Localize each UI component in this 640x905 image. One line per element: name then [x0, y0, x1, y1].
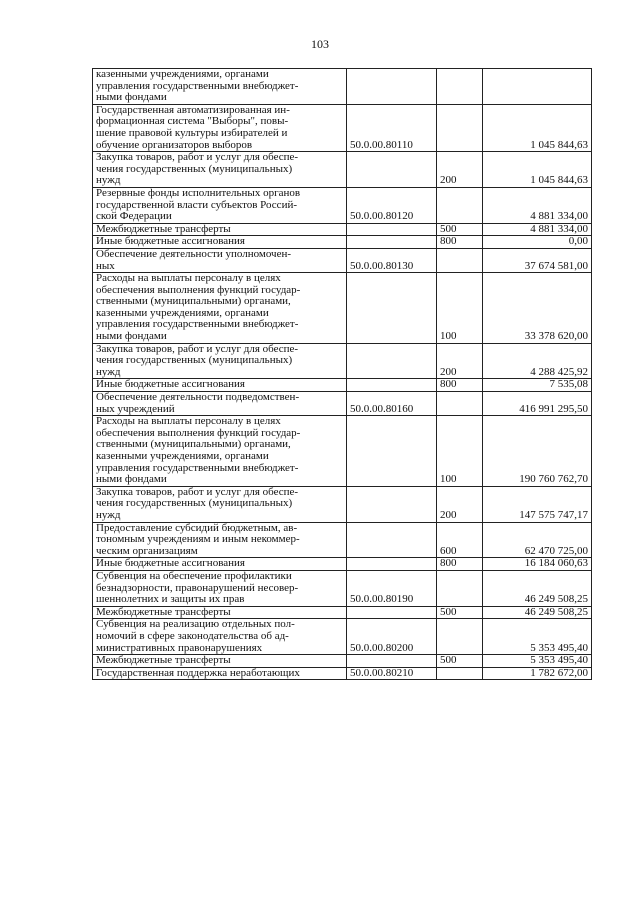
expense-name-line: ственными (муниципальными) органами,: [96, 295, 291, 308]
target-article-code-cell: 50.0.00.80130: [347, 248, 437, 272]
target-article-code-cell: 50.0.00.80190: [347, 570, 437, 606]
expense-type-cell: 800: [437, 236, 483, 249]
expense-type-cell: 100: [437, 416, 483, 487]
expense-name-line: безнадзорности, правонарушений несовер-: [96, 581, 299, 594]
amount-cell: 5 353 495,40: [483, 619, 592, 655]
table-row: [93, 343, 592, 379]
expense-type-cell: 200: [437, 152, 483, 188]
target-article-code-cell: 50.0.00.80120: [347, 187, 437, 223]
page-number: 103: [311, 37, 329, 51]
amount-cell: 190 760 762,70: [483, 416, 592, 487]
table-row: [93, 570, 592, 606]
expense-name-line: нужд: [96, 174, 121, 187]
target-article-code-cell: [347, 558, 437, 571]
budget-table-body: [93, 69, 592, 680]
table-row: [93, 619, 592, 655]
amount-cell: 16 184 060,63: [483, 558, 592, 571]
expense-name-line: ными фондами: [96, 91, 167, 104]
expense-name-line: министративных правонарушениях: [96, 641, 263, 654]
expense-name-line: Расходы на выплаты персоналу в целях: [96, 415, 281, 428]
amount-cell: 33 378 620,00: [483, 273, 592, 344]
expense-type-cell: 500: [437, 655, 483, 668]
expense-name-line: Иные бюджетные ассигнования: [96, 235, 245, 248]
expense-name-cell: [93, 522, 347, 558]
expense-name-line: Резервные фонды исполнительных органов: [96, 186, 301, 199]
amount-cell: 5 353 495,40: [483, 655, 592, 668]
expense-name-line: ными фондами: [96, 330, 167, 343]
amount-cell: 46 249 508,25: [483, 570, 592, 606]
expense-name-line: Предоставление субсидий бюджетным, ав-: [96, 521, 298, 534]
expense-name-line: Обеспечение деятельности подведомствен-: [96, 391, 300, 404]
expense-name-line: Межбюджетные трансферты: [96, 605, 231, 618]
amount-cell: 4 881 334,00: [483, 223, 592, 236]
expense-type-cell: 500: [437, 606, 483, 619]
amount-cell: 37 674 581,00: [483, 248, 592, 272]
expense-type-cell: [437, 392, 483, 416]
table-row: [93, 379, 592, 392]
expense-name-line: Межбюджетные трансферты: [96, 222, 231, 235]
target-article-code-cell: [347, 343, 437, 379]
expense-name-cell: [93, 248, 347, 272]
expense-name-line: нужд: [96, 508, 121, 521]
expense-name-cell: [93, 236, 347, 249]
target-article-code-cell: [347, 223, 437, 236]
expense-type-cell: 500: [437, 223, 483, 236]
expense-name-line: Иные бюджетные ассигнования: [96, 557, 245, 570]
expense-name-cell: [93, 619, 347, 655]
expense-name-line: Межбюджетные трансферты: [96, 654, 231, 667]
target-article-code-cell: [347, 69, 437, 105]
target-article-code-cell: [347, 236, 437, 249]
table-row: [93, 187, 592, 223]
expense-name-line: ской Федерации: [96, 210, 172, 223]
expense-name-line: ственными (муниципальными) органами,: [96, 438, 291, 451]
target-article-code-cell: 50.0.00.80110: [347, 104, 437, 151]
expense-name-cell: [93, 379, 347, 392]
expense-name-cell: [93, 187, 347, 223]
table-row: [93, 273, 592, 344]
expense-name-cell: [93, 343, 347, 379]
expense-name-line: чения государственных (муниципальных): [96, 497, 293, 510]
expense-name-line: нужд: [96, 365, 121, 378]
expense-name-line: Закупка товаров, работ и услуг для обеспе-: [96, 342, 299, 355]
table-row: [93, 486, 592, 522]
expense-name-cell: [93, 606, 347, 619]
expense-name-line: ных учреждений: [96, 402, 175, 415]
expense-name-line: управления государственными внебюджет-: [96, 318, 299, 331]
expense-name-line: номочий в сфере законодательства об ад-: [96, 629, 289, 642]
expense-name-cell: [93, 69, 347, 105]
expense-name-line: ческим организациям: [96, 544, 198, 557]
amount-cell: 46 249 508,25: [483, 606, 592, 619]
target-article-code-cell: [347, 655, 437, 668]
expense-name-cell: [93, 104, 347, 151]
table-row: [93, 223, 592, 236]
target-article-code-cell: 50.0.00.80210: [347, 667, 437, 680]
expense-name-line: государственной власти субъектов Россий-: [96, 198, 298, 211]
table-row: [93, 104, 592, 151]
target-article-code-cell: [347, 606, 437, 619]
expense-type-cell: [437, 187, 483, 223]
expense-name-cell: [93, 667, 347, 680]
amount-cell: 1 782 672,00: [483, 667, 592, 680]
expense-name-line: Обеспечение деятельности уполномочен-: [96, 247, 292, 260]
expense-type-cell: 100: [437, 273, 483, 344]
target-article-code-cell: [347, 416, 437, 487]
table-row: [93, 248, 592, 272]
expense-name-line: Иные бюджетные ассигнования: [96, 378, 245, 391]
table-row: [93, 655, 592, 668]
expense-name-line: Расходы на выплаты персоналу в целях: [96, 272, 281, 285]
amount-cell: 1 045 844,63: [483, 152, 592, 188]
expense-name-line: шеннолетних и защиты их прав: [96, 593, 245, 606]
expense-name-line: Закупка товаров, работ и услуг для обеспе-: [96, 485, 299, 498]
expense-name-cell: [93, 655, 347, 668]
expense-name-cell: [93, 392, 347, 416]
expense-name-line: управления государственными внебюджет-: [96, 461, 299, 474]
table-row: [93, 152, 592, 188]
expense-type-cell: 800: [437, 558, 483, 571]
expense-name-cell: [93, 570, 347, 606]
expense-type-cell: [437, 570, 483, 606]
expense-name-line: шение правовой культуры избирателей и: [96, 126, 288, 139]
amount-cell: 1 045 844,63: [483, 104, 592, 151]
expense-name-line: чения государственных (муниципальных): [96, 354, 293, 367]
expense-name-line: обучение организаторов выборов: [96, 138, 253, 151]
target-article-code-cell: [347, 486, 437, 522]
expense-name-line: Субвенция на обеспечение профилактики: [96, 569, 292, 582]
expense-name-line: ных: [96, 259, 115, 272]
amount-cell: 62 470 725,00: [483, 522, 592, 558]
target-article-code-cell: [347, 379, 437, 392]
expense-name-cell: [93, 223, 347, 236]
expense-name-line: формационная система "Выборы", повы-: [96, 115, 289, 128]
expense-type-cell: [437, 667, 483, 680]
table-row: [93, 522, 592, 558]
amount-cell: 4 288 425,92: [483, 343, 592, 379]
expense-type-cell: [437, 248, 483, 272]
expense-type-cell: 200: [437, 343, 483, 379]
target-article-code-cell: [347, 152, 437, 188]
expense-name-line: управления государственными внебюджет-: [96, 79, 299, 92]
expense-name-cell: [93, 558, 347, 571]
expense-name-cell: [93, 416, 347, 487]
expense-type-cell: 600: [437, 522, 483, 558]
amount-cell: 4 881 334,00: [483, 187, 592, 223]
target-article-code-cell: 50.0.00.80160: [347, 392, 437, 416]
amount-cell: 0,00: [483, 236, 592, 249]
amount-cell: 416 991 295,50: [483, 392, 592, 416]
target-article-code-cell: [347, 522, 437, 558]
expense-name-line: казенными учреждениями, органами: [96, 68, 269, 80]
amount-cell: [483, 69, 592, 105]
expense-name-cell: [93, 273, 347, 344]
expense-name-line: Закупка товаров, работ и услуг для обеспе-: [96, 151, 299, 164]
expense-type-cell: [437, 69, 483, 105]
expense-name-line: обеспечения выполнения функций государ-: [96, 426, 301, 439]
expense-name-line: чения государственных (муниципальных): [96, 162, 293, 175]
expense-name-cell: [93, 486, 347, 522]
expense-type-cell: [437, 619, 483, 655]
table-row: [93, 236, 592, 249]
table-row: [93, 558, 592, 571]
table-row: [93, 69, 592, 105]
expense-name-line: обеспечения выполнения функций государ-: [96, 283, 301, 296]
expense-name-line: Субвенция на реализацию отдельных пол-: [96, 618, 295, 631]
target-article-code-cell: 50.0.00.80200: [347, 619, 437, 655]
table-row: [93, 416, 592, 487]
expense-type-cell: [437, 104, 483, 151]
expense-name-line: казенными учреждениями, органами: [96, 450, 269, 462]
table-row: [93, 392, 592, 416]
table-row: [93, 667, 592, 680]
target-article-code-cell: [347, 273, 437, 344]
expense-name-line: ными фондами: [96, 473, 167, 486]
expense-name-line: Государственная автоматизированная ин-: [96, 103, 290, 116]
amount-cell: 7 535,08: [483, 379, 592, 392]
expense-type-cell: 800: [437, 379, 483, 392]
expense-type-cell: 200: [437, 486, 483, 522]
expense-name-line: тономным учреждениям и иным некоммер-: [96, 533, 300, 546]
expense-name-line: казенными учреждениями, органами: [96, 306, 269, 319]
table-row: [93, 606, 592, 619]
amount-cell: 147 575 747,17: [483, 486, 592, 522]
expense-name-cell: [93, 152, 347, 188]
expense-name-line: Государственная поддержка неработающих: [96, 666, 300, 679]
budget-table: [92, 68, 592, 680]
